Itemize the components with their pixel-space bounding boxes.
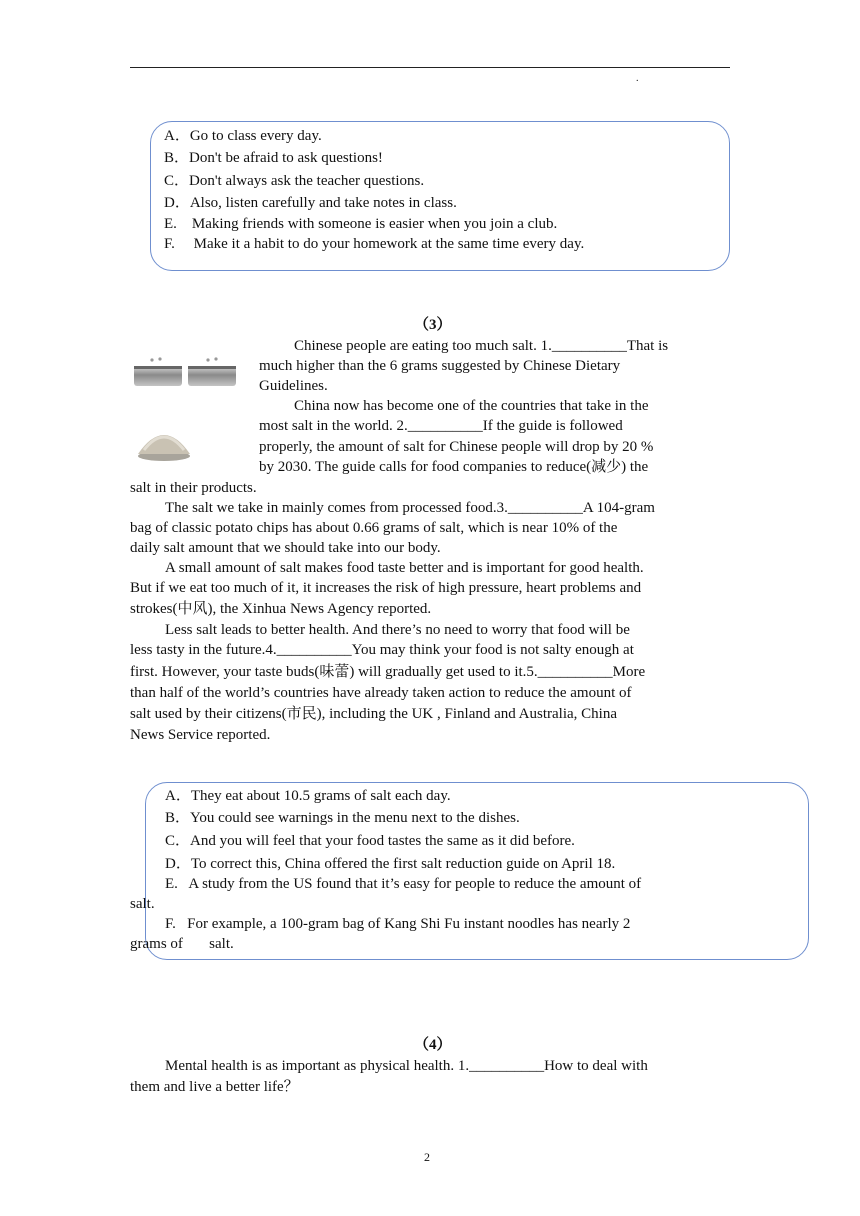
passage-3-line: Guidelines.: [259, 378, 328, 394]
option-line: salt.: [130, 896, 155, 912]
passage-3-line: daily salt amount that we should take into our body.: [130, 540, 441, 556]
page-number: 2: [424, 1150, 430, 1164]
header-corner-mark: .: [636, 73, 639, 84]
option-line: F. For example, a 100-gram bag of Kang Shi Fu instant noodles has nearly 2: [165, 916, 631, 932]
option-line: C．And you will feel that your food tastes the same as it did before.: [165, 833, 575, 849]
passage-3-line: The salt we take in mainly comes from processed food.3.__________A 104-gram: [165, 500, 655, 516]
option-line: A．Go to class every day.: [164, 128, 322, 144]
passage-3-line: properly, the amount of salt for Chinese people will drop by 20 %: [259, 439, 654, 455]
passage-3-line: much higher than the 6 grams suggested by Chinese Dietary: [259, 358, 621, 374]
passage-3-line: salt used by their citizens(市民), including the UK , Finland and Australia, China: [130, 706, 617, 722]
passage-3-line: than half of the world’s countries have already taken action to reduce the amount of: [130, 685, 632, 701]
passage-3-heading: （3）: [414, 317, 452, 333]
passage-3-line: salt in their products.: [130, 480, 257, 496]
passage-4-line: them and live a better life？: [130, 1079, 299, 1095]
passage-3-line: bag of classic potato chips has about 0.66 grams of salt, which is near 10% of the: [130, 520, 618, 536]
passage-3-line: China now has become one of the countries that take in the: [294, 398, 649, 414]
option-line: C．Don't always ask the teacher questions.: [164, 173, 425, 189]
passage-4-line: Mental health is as important as physical health. 1.__________How to deal with: [165, 1058, 648, 1074]
option-line: D．Also, listen carefully and take notes in class.: [164, 195, 457, 211]
option-line: D．To correct this, China offered the first salt reduction guide on April 18.: [165, 856, 616, 872]
salt-bowl-image: [134, 420, 194, 464]
passage-3-line: by 2030. The guide calls for food companies to reduce(减少) the: [259, 459, 649, 475]
option-line: B．Don't be afraid to ask questions!: [164, 150, 383, 166]
salt-shaker-image: [130, 354, 240, 394]
passage-4-heading: （4）: [414, 1037, 452, 1053]
passage-3-line: most salt in the world. 2.__________If the guide is followed: [259, 418, 623, 434]
passage-3-line: first. However, your taste buds(味蕾) will gradually get used to it.5.__________More: [130, 664, 646, 680]
header-rule: [130, 67, 730, 68]
option-line: B．You could see warnings in the menu next to the dishes.: [165, 810, 520, 826]
option-line: E. A study from the US found that it’s easy for people to reduce the amount of: [165, 876, 642, 892]
option-line: F. Make it a habit to do your homework at the same time every day.: [164, 236, 585, 252]
passage-3-line: Less salt leads to better health. And there’s no need to worry that food will be: [165, 622, 630, 638]
passage-3-line: less tasty in the future.4.__________You may think your food is not salty enough at: [130, 642, 634, 658]
option-line: A．They eat about 10.5 grams of salt each day.: [165, 788, 451, 804]
option-line: E. Making friends with someone is easier when you join a club.: [164, 216, 558, 232]
passage-3-line: strokes(中风), the Xinhua News Agency reported.: [130, 601, 432, 617]
passage-3-line: Chinese people are eating too much salt. 1.__________That is: [294, 338, 669, 354]
option-line: grams of salt.: [130, 936, 234, 952]
passage-3-line: A small amount of salt makes food taste better and is important for good health.: [165, 560, 644, 576]
passage-3-line: News Service reported.: [130, 727, 271, 743]
passage-3-line: But if we eat too much of it, it increases the risk of high pressure, heart problems and: [130, 580, 642, 596]
